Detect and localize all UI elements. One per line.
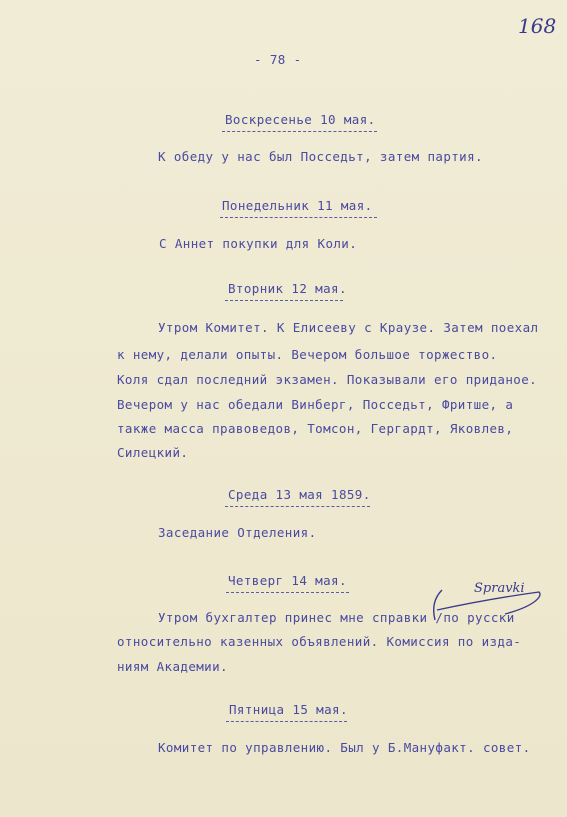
entry-heading: Вторник 12 мая. (228, 281, 347, 296)
entry-line: Комитет по управлению. Был у Б.Мануфакт. совет. (158, 740, 531, 755)
entry-heading: Понедельник 11 мая. (222, 198, 373, 213)
entry-line: к нему, делали опыты. Вечером большое торжество. (117, 347, 498, 362)
entry-heading: Четверг 14 мая. (228, 573, 347, 588)
heading-underline (226, 721, 347, 722)
entry-heading: Воскресенье 10 мая. (225, 112, 376, 127)
entry-line: Вечером у нас обедали Винберг, Посседьт, Фритше, а (117, 397, 514, 412)
entry-line: С Аннет покупки для Коли. (159, 236, 358, 251)
page-number: - 78 - (254, 52, 302, 67)
entry-line: К обеду у нас был Посседьт, затем партия. (158, 149, 483, 164)
heading-underline (225, 300, 343, 301)
entry-heading: Среда 13 мая 1859. (228, 487, 371, 502)
entry-heading: Пятница 15 мая. (229, 702, 348, 717)
entry-line: Силецкий. (117, 445, 189, 460)
heading-underline (226, 592, 349, 593)
entry-line: ниям Академии. (117, 659, 228, 674)
entry-line: Заседание Отделения. (158, 525, 317, 540)
entry-line: Утром Комитет. К Елисееву с Краузе. Затем поехал (158, 320, 539, 335)
handwritten-annotation: Spravki (474, 581, 525, 596)
entry-line: относительно казенных объявлений. Комиссия по изда- (117, 634, 522, 649)
entry-line: также масса правоведов, Томсон, Гергардт, Яковлев, (117, 421, 514, 436)
entry-line: Коля сдал последний экзамен. Показывали его приданое. (117, 372, 538, 387)
heading-underline (220, 217, 377, 218)
heading-underline (225, 506, 370, 507)
entry-line: Утром бухгалтер принес мне справки /по русски (158, 610, 515, 625)
heading-underline (222, 131, 377, 132)
annotation-underline-icon (435, 590, 545, 620)
archive-number: 168 (518, 14, 557, 38)
